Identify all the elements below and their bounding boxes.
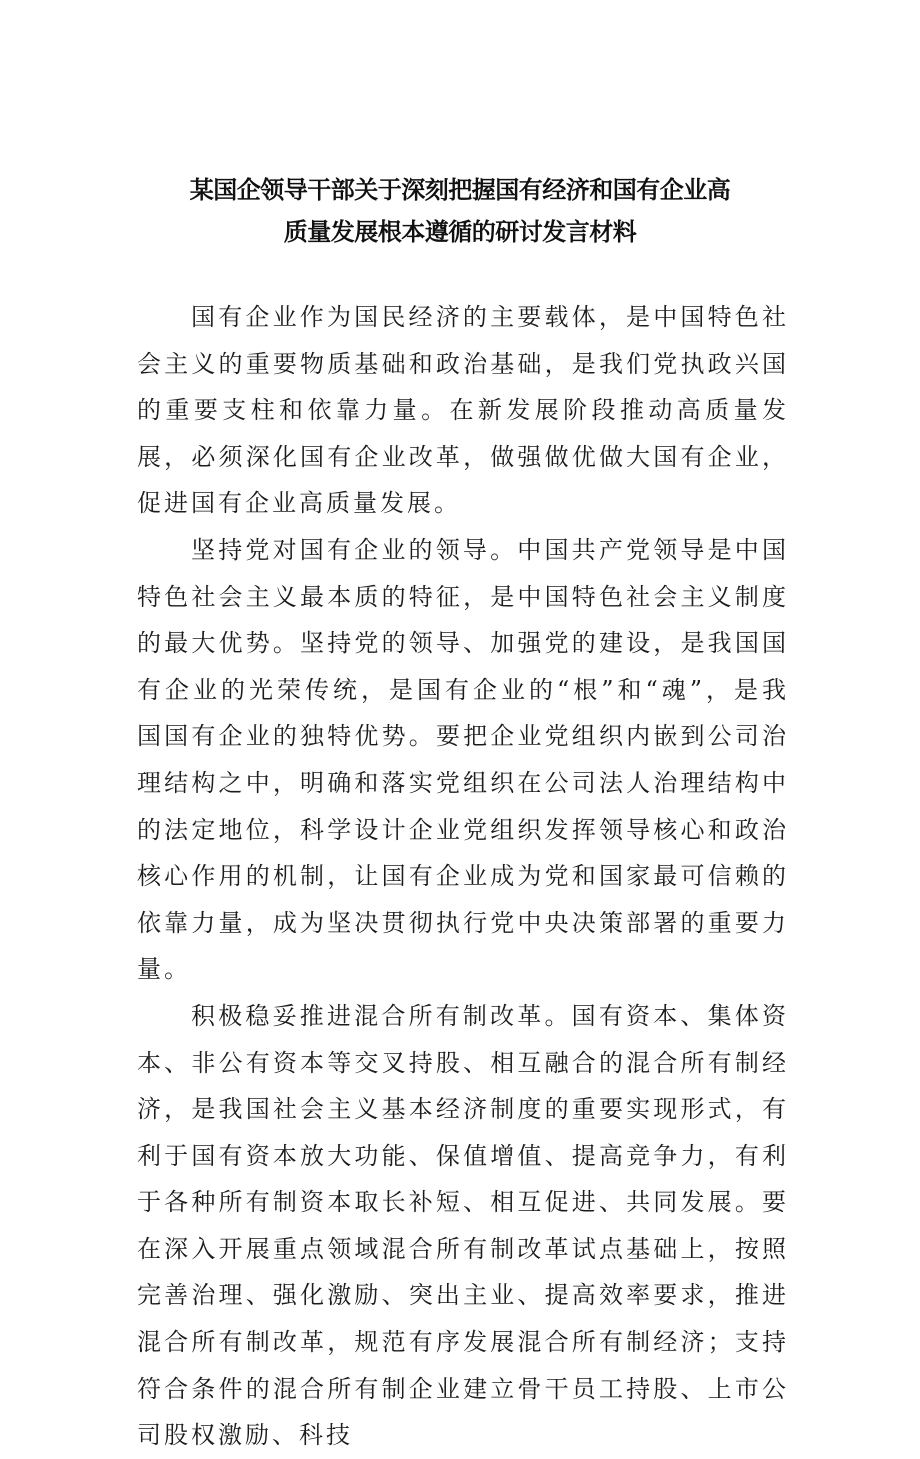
document-body <box>137 294 789 1459</box>
paragraph-party-leadership: 坚持党对国有企业的领导。中国共产党领导是中国特色社会主义最本质的特征，是中国特色社会主义制度的最大优势。坚持党的领导、加强党的建设，是我国国有企业的光荣传统，是国有企业的“根”和“魂”，是我国国有企业的独特优势。要把企业党组织内嵌到公司治理结构之中，明确和落实党组织在公司法人治理结构中的法定地位，科学设计企业党组织发挥领导核心和政治核心作用的机制，让国有企业成为党和国家最可信赖的依靠力量，成为坚决贯彻执行党中央决策部署的重要力量。 <box>137 535 789 984</box>
document-title-line-2: 质量发展根本遵循的研讨发言材料 <box>283 218 637 246</box>
document-title-line-1: 某国企领导干部关于深刻把握国有经济和国有企业高 <box>189 176 731 204</box>
paragraph-intro: 国有企业作为国民经济的主要载体，是中国特色社会主义的重要物质基础和政治基础，是我们党执政兴国的重要支柱和依靠力量。在新发展阶段推动高质量发展，必须深化国有企业改革，做强做优做大国有企业，促进国有企业高质量发展。 <box>137 303 789 518</box>
paragraph-mixed-ownership: 积极稳妥推进混合所有制改革。国有资本、集体资本、非公有资本等交叉持股、相互融合的混合所有制经济，是我国社会主义基本经济制度的重要实现形式，有利于国有资本放大功能、保值增值、提高竞争力，有利于各种所有制资本取长补短、相互促进、共同发展。要在深入开展重点领域混合所有制改革试点基础上，按照完善治理、强化激励、突出主业、提高效率要求，推进混合所有制改革，规范有序发展混合所有制经济；支持符合条件的混合所有制企业建立骨干员工持股、上市公司股权激励、科技 <box>137 1001 789 1450</box>
